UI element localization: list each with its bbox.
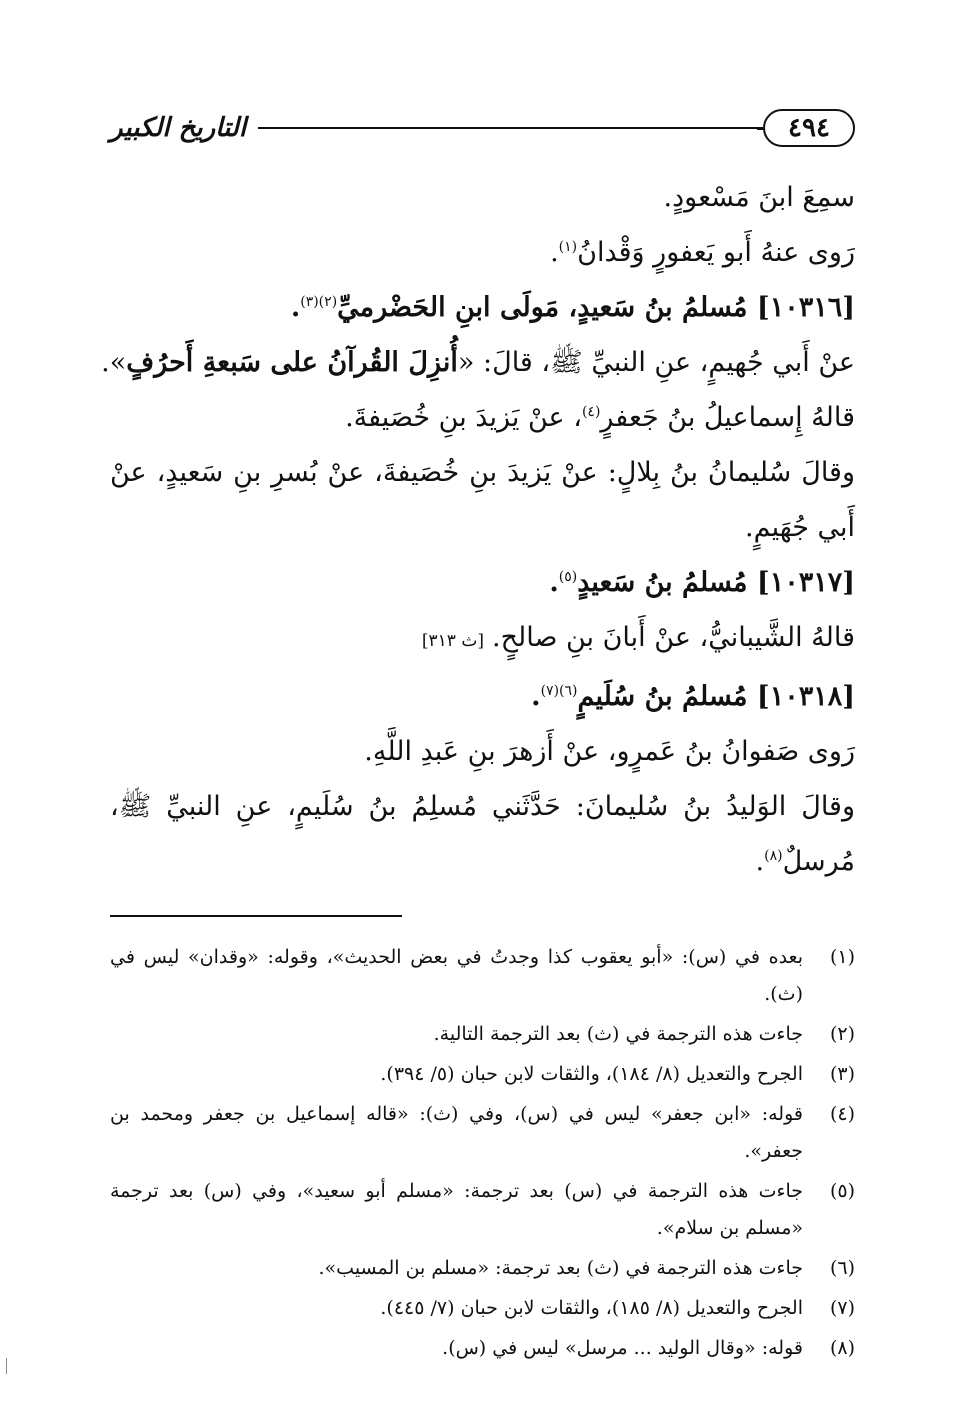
footnote-ref[interactable]: (٨) — [764, 848, 783, 864]
footnote-text: جاءت هذه الترجمة في (ث) بعد الترجمة التالية. — [433, 1022, 803, 1045]
text-line — [110, 724, 855, 779]
line-text: سمِعَ ابنَ مَسْعودٍ. — [663, 182, 855, 213]
page-header — [110, 100, 855, 156]
page-number: ٤٩٤ — [788, 113, 830, 143]
line-text: عنْ أَبي جُهيمٍ، عنِ النبيِّ ﷺ، قالَ: « — [457, 347, 855, 378]
footnote-ref[interactable]: (٥) — [558, 569, 578, 585]
entry-name: مُسلمُ بنُ سَعيدٍ — [577, 567, 748, 598]
footnote-item — [110, 1016, 855, 1053]
header-rule — [258, 127, 763, 129]
footnote-item — [110, 1096, 855, 1170]
footnote-ref[interactable]: (١) — [558, 239, 578, 255]
line-text: قالهُ الشَّيبانيُّ، عنْ أَبانَ بنِ صالحٍ. — [491, 622, 855, 653]
text-paragraph — [110, 445, 855, 555]
book-page — [101, 100, 855, 1370]
footnote-number: (٨) — [829, 1336, 855, 1359]
footnote-item — [110, 1250, 855, 1287]
entry-number: [١٠٣١٦] — [756, 292, 855, 323]
footnote-text: جاءت هذه الترجمة في (س) بعد ترجمة: «مسلم أبو سعيد»، وفي (س) بعد ترجمة «مسلم بن سلام». — [110, 1179, 803, 1239]
footnote-text: جاءت هذه الترجمة في (ث) بعد ترجمة: «مسلم بن المسيب». — [318, 1256, 803, 1279]
text-line — [110, 390, 855, 445]
line-punct: . — [290, 292, 301, 323]
footnote-item — [110, 1056, 855, 1093]
footnote-separator-wrap — [110, 889, 855, 939]
footnote-text: قوله: «وقال الوليد ... مرسل» ليس في (س). — [442, 1336, 803, 1359]
footnote-text: بعده في (س): «أبو يعقوب كذا وجدتُ في بعض الحديث»، وقوله: «وقدان» ليس في (ث). — [110, 945, 803, 1005]
line-text: وقالَ سُليمانُ بنُ بِلالٍ: عنْ يَزيدَ بنِ خُصَيفةَ، عنْ بُسرِ بنِ سَعيدٍ، عنْ أَبي جُهَيمٍ. — [110, 457, 855, 543]
footnote-number: (٢) — [829, 1022, 855, 1045]
book-title: التاريخ الكبير — [110, 113, 247, 143]
entry-number: [١٠٣١٧] — [756, 567, 855, 598]
text-line — [110, 610, 855, 669]
footnote-text: الجرح والتعديل (٨/ ١٨٥)، والثقات لابن حبان (٧/ ٤٤٥). — [380, 1296, 803, 1319]
entry-name: مُسلمُ بنُ سُلَيمٍ — [577, 681, 748, 712]
entry-number: [١٠٣١٨] — [756, 681, 855, 712]
main-text — [101, 170, 855, 889]
text-line — [110, 225, 855, 280]
footnote-ref[interactable]: (٤) — [581, 404, 601, 420]
text-paragraph — [110, 779, 855, 889]
footnote-item — [110, 1330, 855, 1367]
footnote-separator — [110, 915, 402, 917]
entry-heading — [110, 555, 855, 610]
footnote-item — [110, 1173, 855, 1247]
line-punct: . — [755, 846, 765, 877]
line-punct: . — [549, 567, 559, 598]
line-text: وقالَ الوَليدُ بنُ سُليمانَ: حَدَّثَني مُسلِمُ بنُ سُلَيمٍ، عنِ النبيِّ ﷺ، مُرسلٌ — [110, 791, 855, 877]
footnotes — [110, 939, 855, 1367]
footnote-number: (٤) — [829, 1102, 855, 1125]
footnote-number: (٧) — [829, 1296, 855, 1319]
manuscript-ref: [ث ٣١٣] — [421, 631, 484, 651]
line-punct: ». — [101, 347, 127, 378]
text-line — [101, 335, 855, 390]
line-text: قالهُ إِسماعيلُ بنُ جَعفرٍ — [600, 402, 855, 433]
footnote-number: (٣) — [829, 1062, 855, 1085]
line-text: ، عنْ يَزيدَ بنِ خُصَيفةَ. — [345, 402, 582, 433]
footnote-ref[interactable]: (٢)(٣) — [300, 294, 338, 310]
hadith-text: أُنزِلَ القُرآنُ على سَبعةِ أَحرُفٍ — [126, 347, 458, 378]
line-punct: . — [550, 237, 559, 268]
footnote-text: الجرح والتعديل (٨/ ١٨٤)، والثقات لابن حبان (٥/ ٣٩٤). — [380, 1062, 803, 1085]
footnote-number: (٦) — [829, 1256, 855, 1279]
line-text: رَوى عنهُ أَبو يَعفورٍ وَقْدانُ — [577, 237, 855, 268]
footnote-item — [110, 939, 855, 1013]
line-text: رَوى صَفوانُ بنُ عَمرٍو، عنْ أَزهرَ بنِ عَبدِ اللَّهِ. — [364, 736, 855, 767]
line-punct: . — [531, 681, 541, 712]
scan-mark — [6, 1358, 7, 1374]
entry-heading — [110, 280, 855, 335]
footnote-ref[interactable]: (٦)(٧) — [540, 683, 578, 699]
text-line — [110, 170, 855, 225]
footnote-item — [110, 1290, 855, 1327]
footnote-number: (٥) — [829, 1179, 855, 1202]
page-number-badge — [763, 109, 855, 147]
footnote-text: قوله: «ابن جعفر» ليس في (س)، وفي (ث): «قاله إسماعيل بن جعفر ومحمد بن جعفر». — [110, 1102, 803, 1162]
entry-name: مُسلمُ بنُ سَعيدٍ، مَولَى ابنِ الحَضْرميِّ — [337, 292, 748, 323]
entry-heading — [110, 669, 855, 724]
footnote-number: (١) — [829, 945, 855, 968]
